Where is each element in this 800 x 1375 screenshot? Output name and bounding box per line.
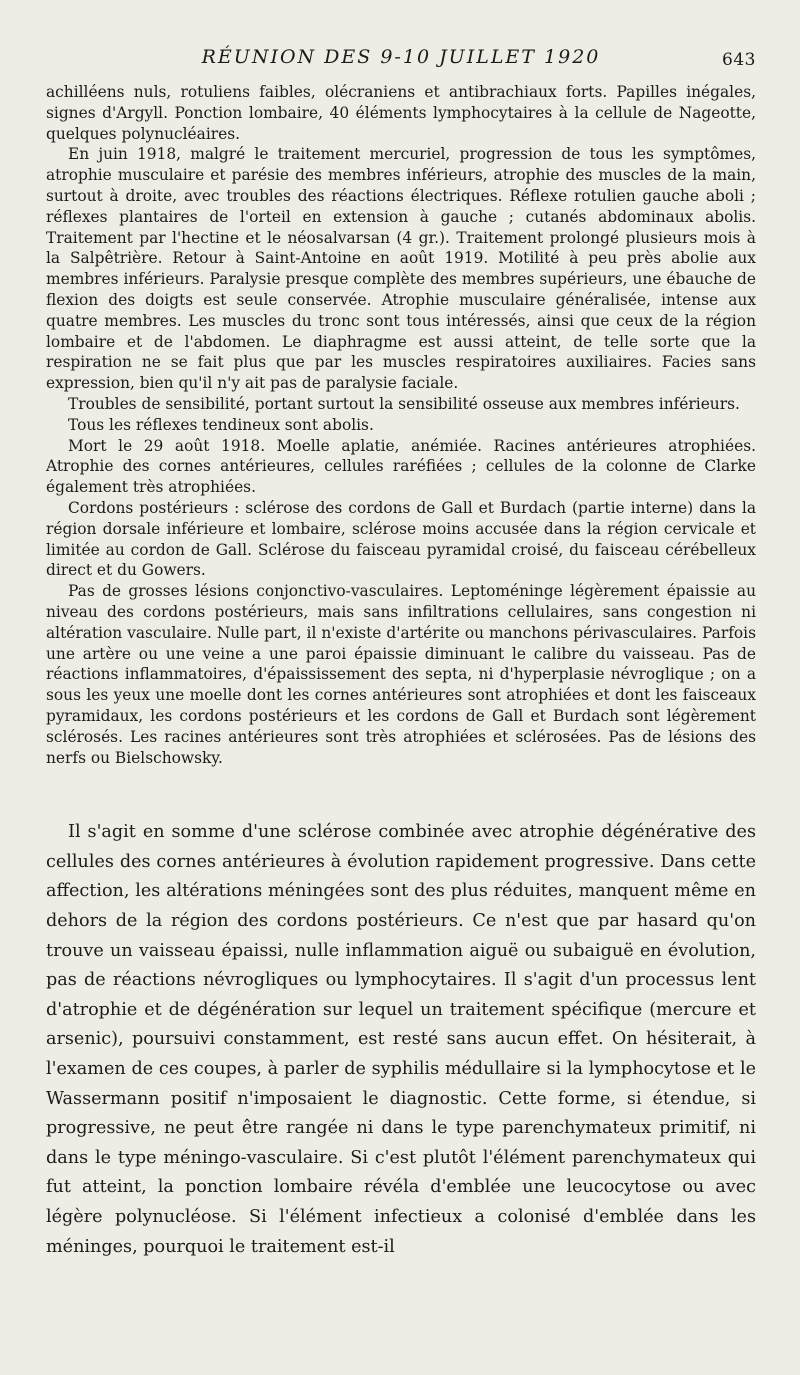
running-title: RÉUNION DES 9-10 JUILLET 1920 <box>201 46 601 68</box>
discussion <box>46 818 756 1262</box>
case-paragraph: Tous les réflexes tendineux sont abolis. <box>68 415 374 434</box>
case-paragraph: achilléens nuls, rotuliens faibles, olécraniens et antibrachiaux forts. Papilles inégales, signes d'Argyll. Ponction lombaire, 40 éléments lymphocytaires à la cellule de Nageotte, quelques polynucléaires. <box>46 83 756 143</box>
case-paragraph: Mort le 29 août 1918. Moelle aplatie, anémiée. Racines antérieures atrophiées. Atrophie des cornes antérieures, cellules raréfiées ; cellules de la colonne de Clarke également très atrophiées. <box>46 436 756 497</box>
discussion-paragraph: Il s'agit en somme d'une sclérose combinée avec atrophie dégénérative des cellules des cornes antérieures à évolution rapidement progressive. Dans cette affection, les altérations méningées sont des plus réduites, manquent même en dehors de la région des cordons postérieurs. Ce n'est que par hasard qu'on trouve un vaisseau épaissi, nulle inflammation aiguë ou subaiguë en évolution, pas de réactions névrogliques ou lymphocytaires. Il s'agit d'un processus lent d'atrophie et de dégénération sur lequel un traitement spécifique (mercure et arsenic), poursuivi constamment, est resté sans aucun effet. On hésiterait, à l'examen de ces coupes, à parler de syphilis médullaire si la lymphocytose et le Wassermann positif n'imposaient le diagnostic. Cette forme, si étendue, si progressive, ne peut être rangée ni dans le type parenchymateux primitif, ni dans le type méningo-vasculaire. Si c'est plutôt l'élément parenchymateux qui fut atteint, la ponction lombaire révéla d'emblée une leucocytose ou avec légère polynucléose. Si l'élément infectieux a colonisé d'emblée dans les méninges, pourquoi le traitement est-il <box>46 822 756 1257</box>
case-paragraph: En juin 1918, malgré le traitement mercuriel, progression de tous les symptômes, atrophie musculaire et parésie des membres inférieurs, atrophie des muscles de la main, surtout à droite, avec troubles des réactions électriques. Réflexe rotulien gauche aboli ; réflexes plantaires de l'orteil en extension à gauche ; cutanés abdominaux abolis. Traitement par l'hectine et le néosalvarsan (4 gr.). Traitement prolongé plusieurs mois à la Salpêtrière. Retour à Saint-Antoine en août 1919. Motilité à peu près abolie aux membres inférieurs. Paralysie presque complète des membres supérieurs, une ébauche de flexion des doigts est seule conservée. Atrophie musculaire généralisée, intense aux quatre membres. Les muscles du tronc sont tous intéressés, ainsi que ceux de la région lombaire et de l'abdomen. Le diaphragme est aussi atteint, de telle sorte que la respiration ne se fait plus que par les muscles respiratoires auxiliaires. Facies sans expression, bien qu'il n'y ait pas de paralysie faciale. <box>46 145 756 393</box>
case-report <box>46 82 756 768</box>
case-paragraph: Troubles de sensibilité, portant surtout la sensibilité osseuse aux membres inférieurs. <box>68 394 740 413</box>
case-paragraph: Cordons postérieurs : sclérose des cordons de Gall et Burdach (partie interne) dans la région dorsale inférieure et lombaire, sclérose moins accusée dans la région cervicale et limitée au cordon de Gall. Sclérose du faisceau pyramidal croisé, du faisceau cérébelleux direct et du Gowers. <box>46 498 756 580</box>
running-header <box>46 46 756 82</box>
section-gap <box>46 768 756 818</box>
case-paragraph: Pas de grosses lésions conjonctivo-vasculaires. Leptoméninge légèrement épaissie au niveau des cordons postérieurs, mais sans infiltrations cellulaires, sans congestion ni altération vasculaire. Nulle part, il n'existe d'artérite ou manchons périvasculaires. Parfois une artère ou une veine a une paroi épaissie diminuant le calibre du vaisseau. Pas de réactions inflammatoires, d'épaississement des septa, ni d'hyperplasie névroglique ; on a sous les yeux une moelle dont les cornes antérieures sont atrophiées et dont les faisceaux pyramidaux, les cordons postérieurs et les cordons de Gall et Burdach sont légèrement sclérosés. Les racines antérieures sont très atrophiées et sclérosées. Pas de lésions des nerfs ou Bielschowsky. <box>46 582 756 767</box>
page-number: 643 <box>722 50 756 70</box>
